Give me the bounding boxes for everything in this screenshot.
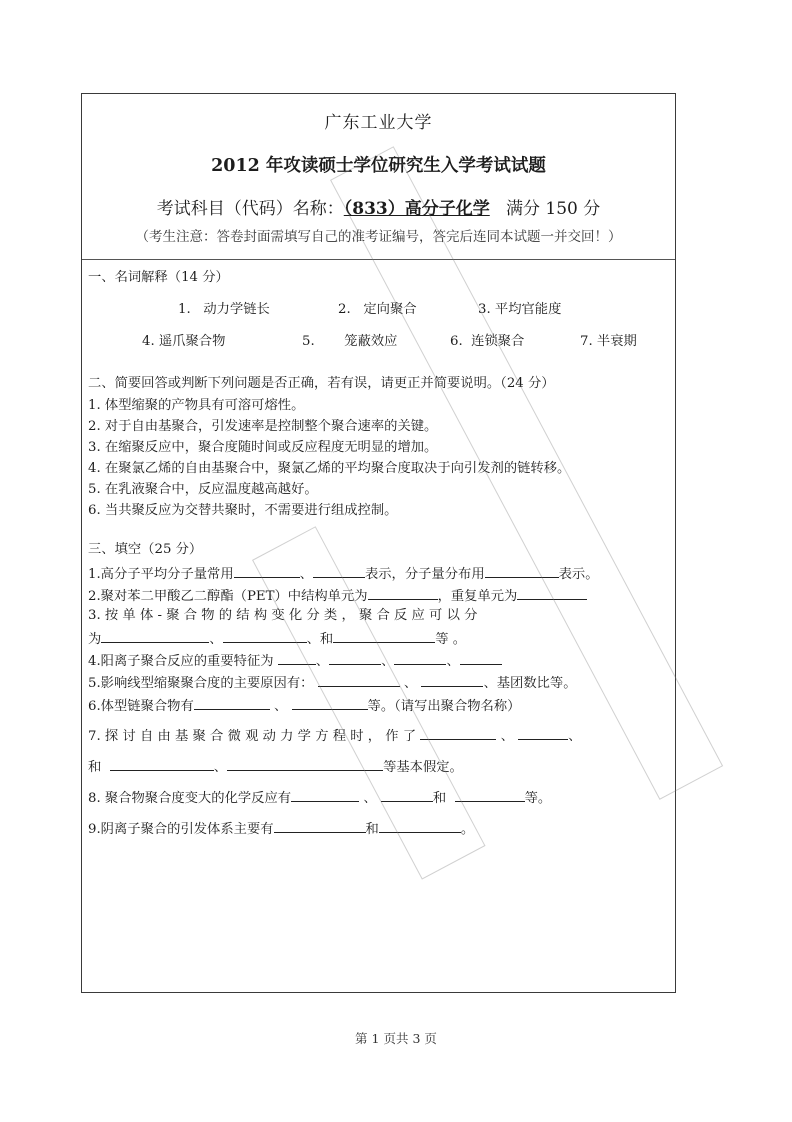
fill-q4: 4.阳离子聚合反应的重要特征为 、 、 、 — [88, 652, 502, 668]
section2-item-5: 5. 在乳液聚合中，反应温度越高越好。 — [88, 482, 318, 497]
section2-item-4: 4. 在聚氯乙烯的自由基聚合中，聚氯乙烯的平均聚合度取决于向引发剂的链转移。 — [88, 461, 571, 476]
answer-blank[interactable] — [381, 789, 433, 802]
answer-blank[interactable] — [194, 697, 270, 710]
subject-line — [82, 194, 675, 219]
answer-blank[interactable] — [485, 565, 559, 578]
term-3: 3. 平均官能度 — [478, 302, 562, 317]
answer-blank[interactable] — [329, 652, 381, 665]
fill-q8: 8. 聚合物聚合度变大的化学反应有 、 和 等。 — [88, 791, 552, 806]
fill-q3-line1: 3. 按 单 体 - 聚 合 物 的 结 构 变 化 分 类 ， 聚 合 反 应 可 以 分 — [88, 608, 478, 623]
answer-blank[interactable] — [421, 674, 483, 687]
answer-blank[interactable] — [223, 630, 307, 643]
fill-q1: 1.高分子平均分子量常用 、 表示，分子量分布用 表示。 — [88, 567, 599, 582]
answer-blank[interactable] — [292, 697, 368, 710]
answer-blank[interactable] — [460, 652, 502, 665]
answer-blank[interactable] — [313, 565, 365, 578]
section2-item-6: 6. 当共聚反应为交替共聚时，不需要进行组成控制。 — [88, 503, 398, 518]
term-5: 5. 笼蔽效应 — [302, 334, 398, 349]
exam-title: 2012 年攻读硕士学位研究生入学考试试题 — [211, 156, 546, 176]
term-4: 4. 遥爪聚合物 — [142, 334, 226, 349]
section2-item-3: 3. 在缩聚反应中，聚合度随时间或反应程度无明显的增加。 — [88, 440, 438, 455]
term-7: 7. 半衰期 — [580, 334, 637, 349]
answer-blank[interactable] — [333, 630, 435, 643]
term-2: 2. 定向聚合 — [338, 302, 417, 317]
section2-item-2: 2. 对于自由基聚合，引发速率是控制整个聚合速率的关键。 — [88, 419, 438, 434]
section2-item-1: 1. 体型缩聚的产物具有可溶可熔性。 — [88, 398, 305, 413]
answer-blank[interactable] — [110, 758, 214, 771]
current-page-number: 1 — [371, 1031, 380, 1046]
answer-blank[interactable] — [291, 789, 359, 802]
fill-q7-line2: 和 、 等基本假定。 — [88, 760, 463, 775]
total-pages: 3 — [412, 1031, 421, 1046]
university-name: 广东工业大学 — [324, 113, 433, 133]
answer-blank[interactable] — [455, 789, 525, 802]
answer-blank[interactable] — [274, 820, 366, 833]
answer-blank[interactable] — [394, 652, 446, 665]
fill-q7-line1: 7. 探 讨 自 由 基 聚 合 微 观 动 力 学 方 程 时 ， 作 了 、 、 — [88, 729, 582, 744]
fill-q6: 6.体型链聚合物有 、 等。（请写出聚合物名称） — [88, 699, 521, 714]
subject-name: （833）高分子化学 — [343, 199, 490, 219]
fill-q2: 2.聚对苯二甲酸乙二醇酯（PET）中结构单元为 ，重复单元为 — [88, 587, 587, 603]
answer-blank[interactable] — [517, 587, 587, 600]
fill-q5: 5.影响线型缩聚聚合度的主要原因有： 、 、基团数比等。 — [88, 676, 577, 691]
answer-blank[interactable] — [278, 652, 316, 665]
section2-title: 二、简要回答或判断下列问题是否正确，若有误，请更正并简要说明。（24 分） — [88, 376, 555, 391]
section1-title: 一、名词解释（14 分） — [88, 270, 229, 285]
answer-blank[interactable] — [368, 587, 438, 600]
fill-q3-line2: 为 、 、和 等 。 — [88, 632, 467, 647]
header-divider — [82, 259, 675, 260]
term-1: 1. 动力学链长 — [178, 302, 270, 317]
term-6: 6. 连锁聚合 — [450, 334, 525, 349]
section3-title: 三、填空（25 分） — [88, 542, 203, 557]
answer-blank[interactable] — [101, 630, 209, 643]
answer-blank[interactable] — [227, 758, 383, 771]
exam-notice: （考生注意：答卷封面需填写自己的准考证编号，答完后连同本试题一并交回！） — [135, 229, 622, 245]
fill-q9: 9.阴离子聚合的引发体系主要有 和 。 — [88, 822, 475, 837]
answer-blank[interactable] — [318, 674, 400, 687]
exam-frame — [81, 93, 676, 993]
answer-blank[interactable] — [234, 565, 300, 578]
full-score: 满分 150 分 — [505, 199, 601, 219]
answer-blank[interactable] — [379, 820, 461, 833]
subject-prefix: 考试科目（代码）名称： — [156, 199, 344, 219]
answer-blank[interactable] — [420, 727, 496, 740]
answer-blank[interactable] — [518, 727, 568, 740]
page-footer: 第 1 页共 3 页 — [355, 1031, 437, 1046]
